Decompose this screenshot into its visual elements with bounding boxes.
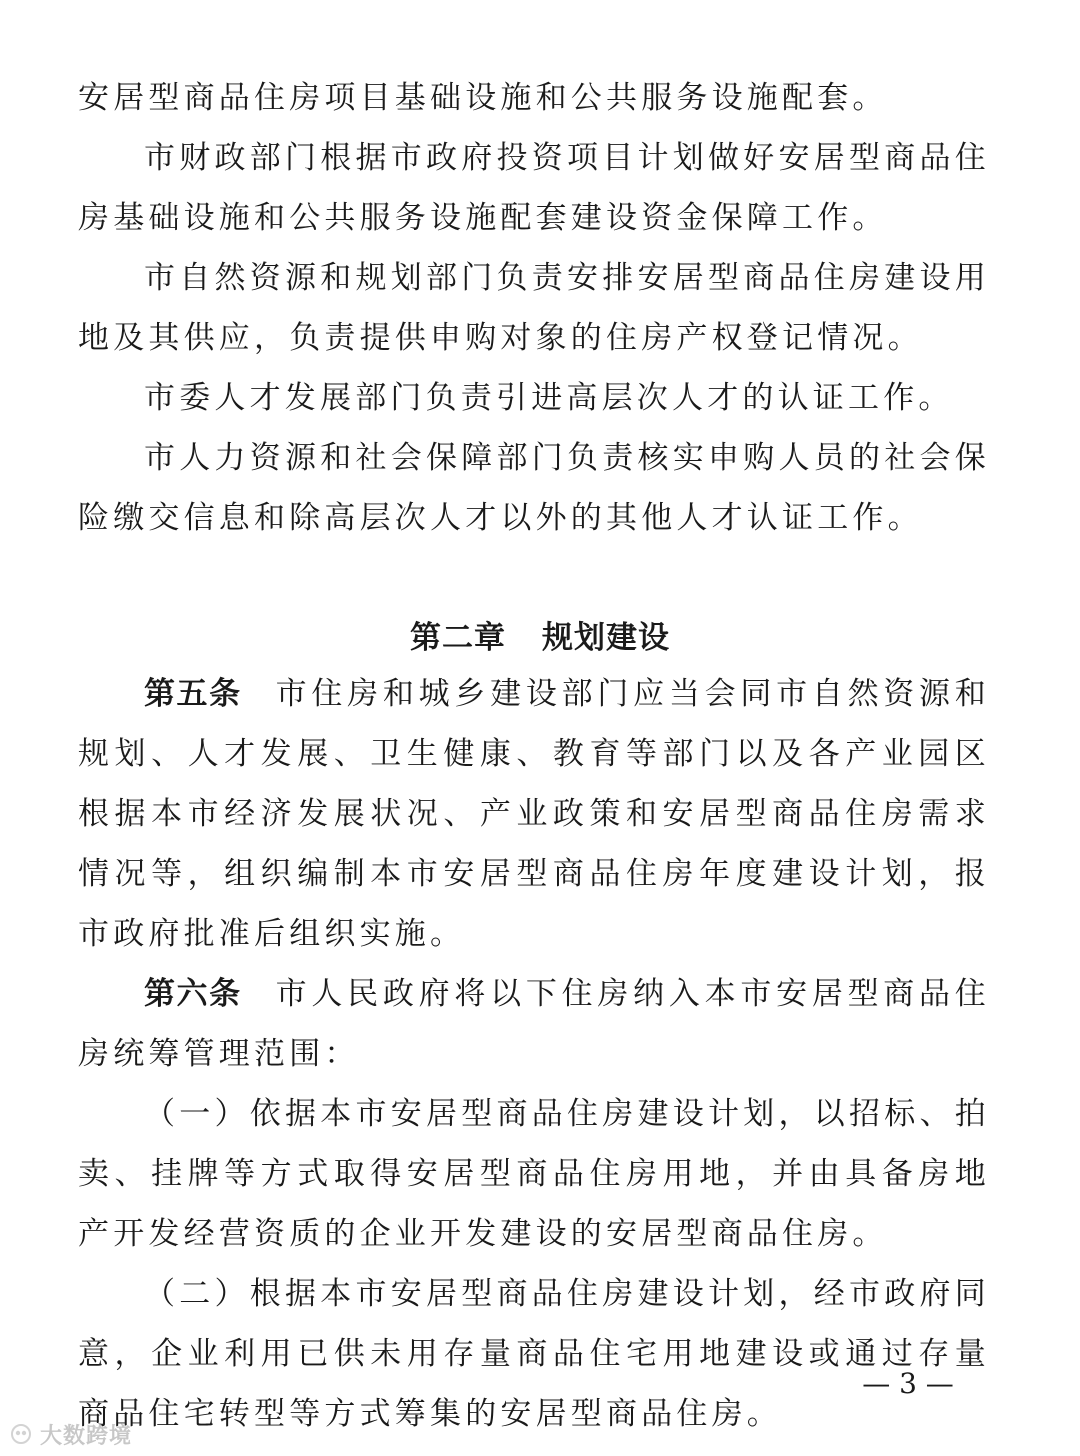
article-6-text: 市人民政府将以下住房纳入本市安居型商品住房统筹管理范围： xyxy=(78,976,991,1072)
chapter-heading xyxy=(0,610,1080,666)
page-number: — 3 — xyxy=(862,1367,954,1400)
article-6-label: 第六条 xyxy=(144,976,242,1012)
article-6-item-1: （一）依据本市安居型商品住房建设计划，以招标、拍卖、挂牌等方式取得安居型商品住房用地，并由具备房地产开发经营资质的企业开发建设的安居型商品住房。 xyxy=(78,1096,990,1252)
watermark-text: 大数跨境 xyxy=(40,1423,133,1449)
watermark xyxy=(10,1417,132,1451)
paragraph-4: 市委人才发展部门负责引进高层次人才的认证工作。 xyxy=(144,380,954,416)
article-6-item-2: （二）根据本市安居型商品住房建设计划，经市政府同意，企业利用已供未用存量商品住宅用地建设或通过存量商品住宅转型等方式筹集的安居型商品住房。 xyxy=(78,1276,990,1432)
watermark-logo-icon xyxy=(10,1423,32,1445)
chapter-number: 第二章 xyxy=(410,620,506,656)
article-6 xyxy=(78,964,990,1084)
section-top-text xyxy=(78,68,990,548)
article-5 xyxy=(78,664,990,964)
paragraph-2: 市财政部门根据市政府投资项目计划做好安居型商品住房基础设施和公共服务设施配套建设资金保障工作。 xyxy=(78,140,990,236)
article-5-label: 第五条 xyxy=(144,676,242,712)
paragraph-3: 市自然资源和规划部门负责安排安居型商品住房建设用地及其供应，负责提供申购对象的住房产权登记情况。 xyxy=(78,260,990,356)
articles-text xyxy=(78,664,990,1444)
chapter-title: 规划建设 xyxy=(542,620,670,656)
paragraph-1: 安居型商品住房项目基础设施和公共服务设施配套。 xyxy=(78,80,888,116)
article-5-text: 市住房和城乡建设部门应当会同市自然资源和规划、人才发展、卫生健康、教育等部门以及各产业园区根据本市经济发展状况、产业政策和安居型商品住房需求情况等，组织编制本市安居型商品住房年度建设计划，报市政府批准后组织实施。 xyxy=(78,676,991,952)
paragraph-5: 市人力资源和社会保障部门负责核实申购人员的社会保险缴交信息和除高层次人才以外的其他人才认证工作。 xyxy=(78,440,990,536)
